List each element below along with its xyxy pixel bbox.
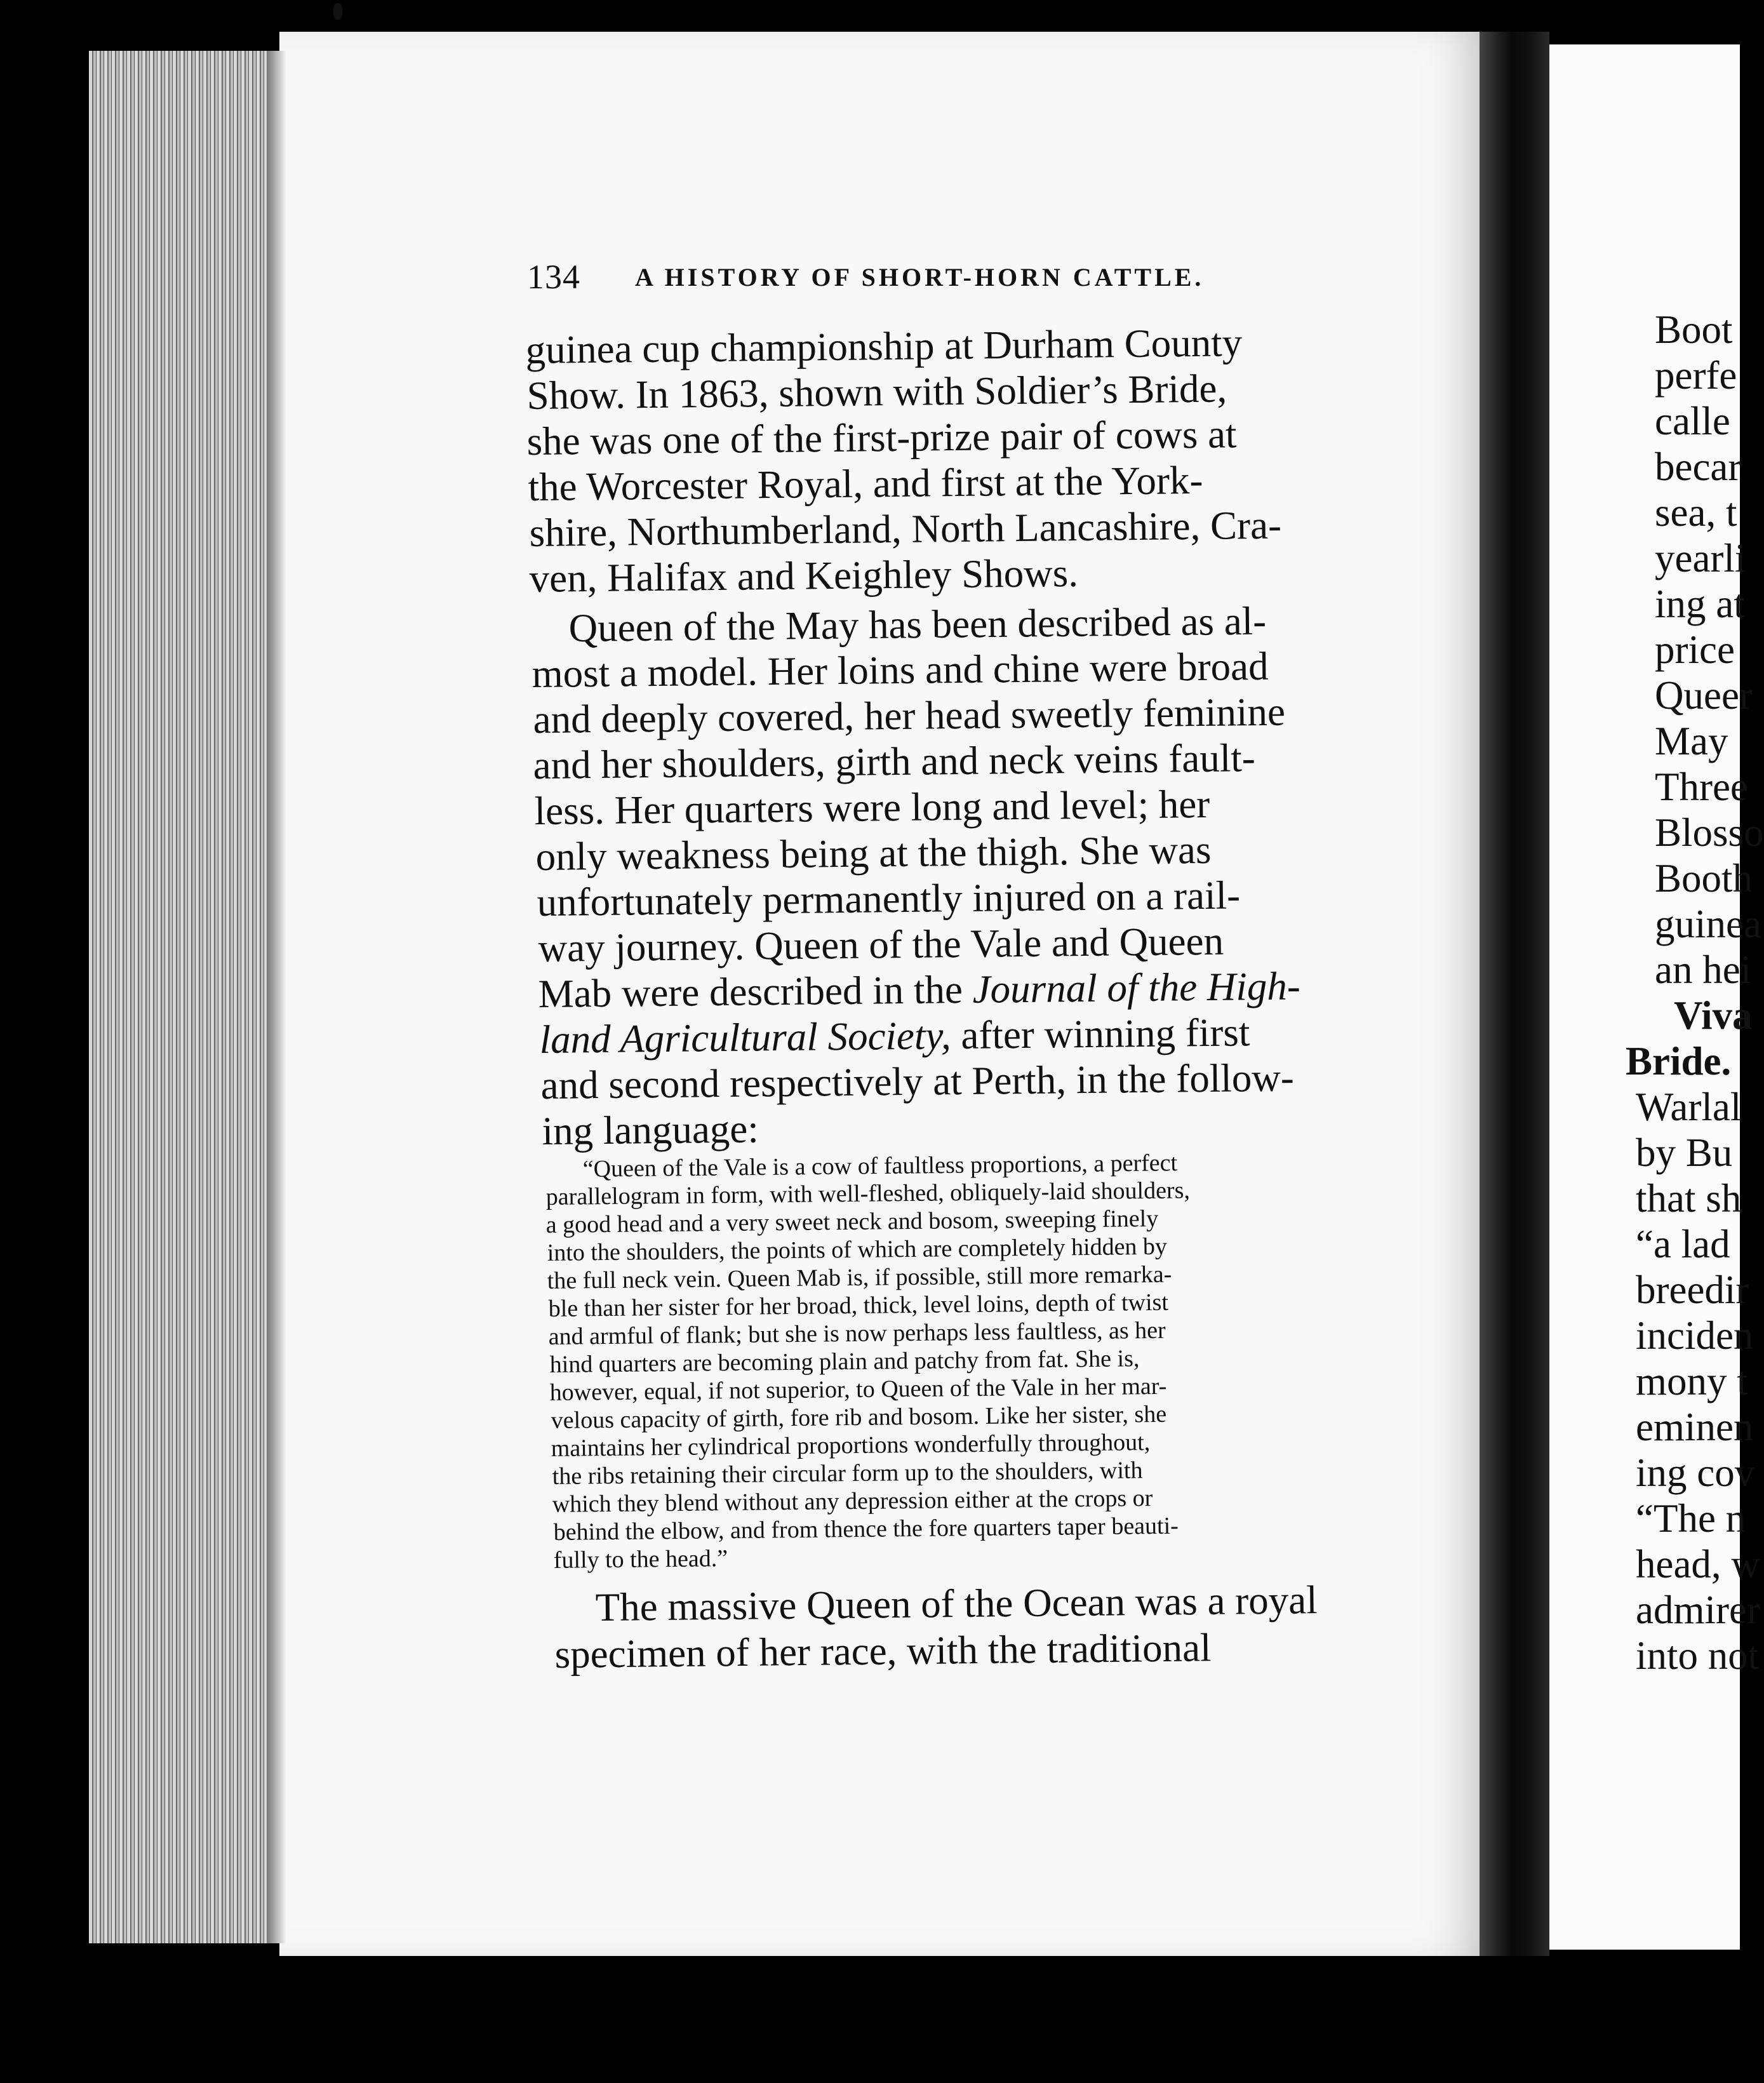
right-page-fragment: mony t (1636, 1359, 1748, 1403)
book-gutter (1480, 32, 1549, 1956)
quote-line: a good head and a very sweet neck and bosom, sweeping finely (545, 1205, 1159, 1238)
right-page-fragment: Booth (1655, 856, 1753, 901)
page-edge-shadow (267, 51, 286, 1943)
quote-line: velous capacity of girth, fore rib and bosom. Like her sister, she (551, 1400, 1167, 1434)
running-title: A HISTORY OF SHORT-HORN CATTLE. (635, 263, 1205, 291)
right-page-fragment: sea, t (1655, 490, 1737, 535)
page-edges (89, 51, 279, 1943)
right-page-fragment: calle (1655, 399, 1730, 443)
body-line: unfortunately permanently injured on a rail- (537, 873, 1241, 925)
right-page-fragment: into not (1636, 1633, 1760, 1678)
quote-line: into the shoulders, the points of which are completely hidden by (547, 1233, 1168, 1266)
right-page-fragment: breedir (1636, 1268, 1749, 1312)
right-page-fragment: an hei (1655, 948, 1752, 992)
right-page-fragment: Three (1655, 765, 1748, 809)
body-text: Mab were described in the (538, 967, 973, 1016)
right-page-fragment: price (1655, 627, 1735, 672)
quote-line: behind the elbow, and from thence the fore quarters taper beauti- (553, 1512, 1179, 1546)
quote-line: fully to the head.” (553, 1545, 728, 1574)
body-line: shire, Northumberland, North Lancashire, Cra- (529, 502, 1282, 555)
quote-line: maintains her cylindrical proportions wonderfully throughout, (551, 1429, 1151, 1462)
page-number: 134 (527, 258, 580, 296)
quote-line: however, equal, if not superior, to Queen of the Vale in her mar- (549, 1372, 1167, 1406)
right-page-fragment: Boot (1655, 307, 1733, 352)
right-page-fragment: Warlal (1636, 1085, 1742, 1129)
body-line: ven, Halifax and Keighley Shows. (529, 550, 1079, 601)
right-page-fragment: Bride. (1626, 1039, 1732, 1083)
body-line: the Worcester Royal, and first at the York- (528, 457, 1203, 509)
body-line: Queen of the May has been described as al- (568, 598, 1267, 650)
dust-speck (333, 3, 342, 20)
right-page-fragment: admirer (1636, 1588, 1760, 1632)
right-page-fragment: Viva (1674, 993, 1753, 1038)
right-page-fragment: becar (1655, 445, 1742, 489)
quote-line: the full neck vein. Queen Mab is, if possible, still more remarka- (547, 1261, 1172, 1294)
body-line: only weakness being at the thigh. She was (535, 827, 1212, 879)
body-line: The massive Queen of the Ocean was a royal (595, 1577, 1318, 1630)
body-line-journal (539, 1012, 1250, 1060)
journal-title: land Agricultural Society, (539, 1013, 952, 1062)
body-line: less. Her quarters were long and level; her (534, 781, 1210, 833)
right-page-fragment: that sh (1636, 1176, 1742, 1221)
body-line: specimen of her race, with the traditional (554, 1625, 1212, 1677)
body-line: ing language: (542, 1106, 759, 1153)
right-page-fragment: May (1655, 719, 1728, 763)
quote-line: ble than her sister for her broad, thick, level loins, depth of twist (548, 1289, 1169, 1322)
body-line: guinea cup championship at Durham County (525, 320, 1243, 372)
quote-line: and armful of flank; but she is now perhaps less faultless, as her (548, 1316, 1166, 1350)
right-page-fragment: Blosso (1655, 810, 1764, 855)
journal-title: Journal of the High- (972, 963, 1301, 1012)
body-line: Show. In 1863, shown with Soldier’s Bride, (526, 366, 1227, 418)
right-page-fragment: “a lad (1636, 1222, 1730, 1266)
body-line: and deeply covered, her head sweetly feminine (533, 689, 1286, 742)
right-page-text (1549, 44, 1764, 1950)
running-head (527, 257, 1276, 302)
right-page-fragment: ing at (1655, 582, 1745, 626)
body-text: after winning first (951, 1010, 1250, 1058)
quote-line: hind quarters are becoming plain and patchy from fat. She is, (549, 1345, 1140, 1378)
body-line: and second respectively at Perth, in the follow- (540, 1055, 1295, 1108)
right-page-fragment: yearli (1655, 536, 1746, 580)
right-page-fragment: head, w (1636, 1542, 1760, 1586)
right-page-fragment: Queer (1655, 673, 1753, 718)
right-page-fragment: by Bu (1636, 1130, 1733, 1175)
body-line: she was one of the first-prize pair of cows at (526, 412, 1237, 464)
right-page-fragment: inciden (1636, 1313, 1754, 1358)
body-line: most a model. Her loins and chine were broad (531, 643, 1269, 696)
quote-line: parallelogram in form, with well-fleshed, obliquely-laid shoulders, (545, 1177, 1191, 1210)
right-page-fragment: guinea (1655, 902, 1761, 946)
quote-line: the ribs retaining their circular form up to the shoulders, with (552, 1457, 1143, 1490)
quote-line: which they blend without any depression either at the crops or (552, 1485, 1153, 1518)
right-page-fragment: eminen (1636, 1405, 1754, 1449)
right-page-fragment: “The n (1636, 1496, 1746, 1541)
body-line: and her shoulders, girth and neck veins fault- (533, 735, 1256, 787)
quote-line: “Queen of the Vale is a cow of faultless proportions, a perfect (582, 1149, 1178, 1182)
body-line: way journey. Queen of the Vale and Queen (538, 918, 1224, 970)
right-page-fragment: perfe (1655, 353, 1737, 398)
right-page-fragment: ing cov (1636, 1450, 1755, 1495)
body-line-journal (538, 963, 1301, 1016)
